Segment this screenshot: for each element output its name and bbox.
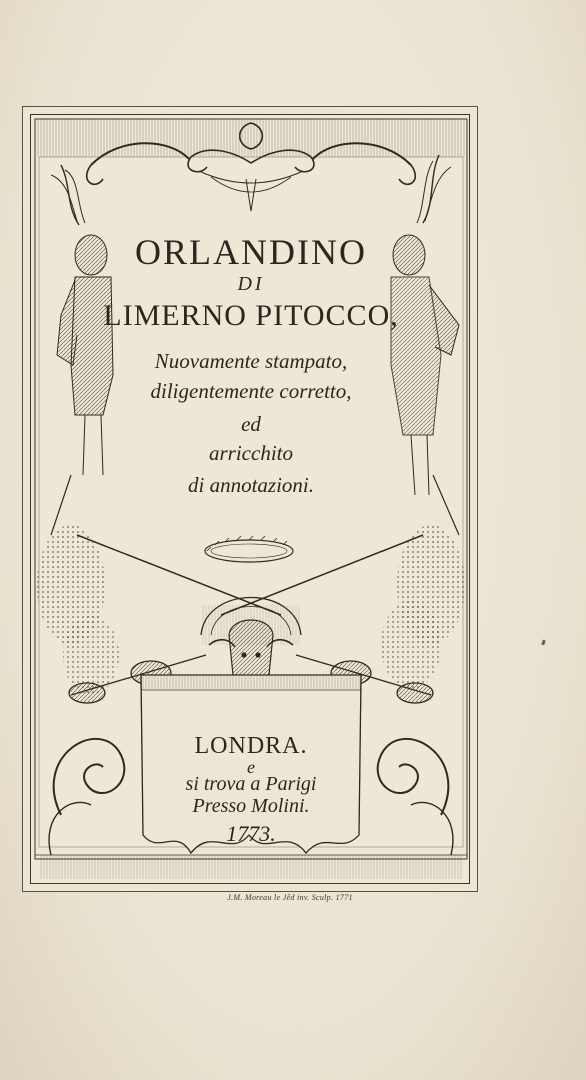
imprint-city: LONDRA. [194,733,308,759]
imprint-publisher: Presso Molini. [192,795,310,817]
laurel-wreath [205,536,293,562]
left-foliage [37,525,119,695]
imprint-year: 1773. [226,821,276,846]
imprint-location: si trova a Parigi [185,773,317,795]
engraved-title-page [30,114,470,884]
crossed-lances [77,535,423,615]
author-name: LIMERNO PITOCCO, [103,299,399,332]
right-foliage [381,525,465,689]
subtitle-line: ed [241,412,261,436]
subtitle-line: diligentemente corretto, [150,379,352,403]
imprint-conjunction: e [247,757,255,777]
page-mark [541,640,546,646]
engraver-signature: J.M. Moreau le Jêd inv. Sculp. 1771 [227,893,353,902]
subtitle-line: di annotazioni. [187,473,314,497]
subtitle-line: Nuovamente stampato, [154,349,348,373]
book-title: ORLANDINO [135,232,367,272]
subtitle-line: arricchito [209,441,293,465]
title-preposition: DI [237,273,265,295]
